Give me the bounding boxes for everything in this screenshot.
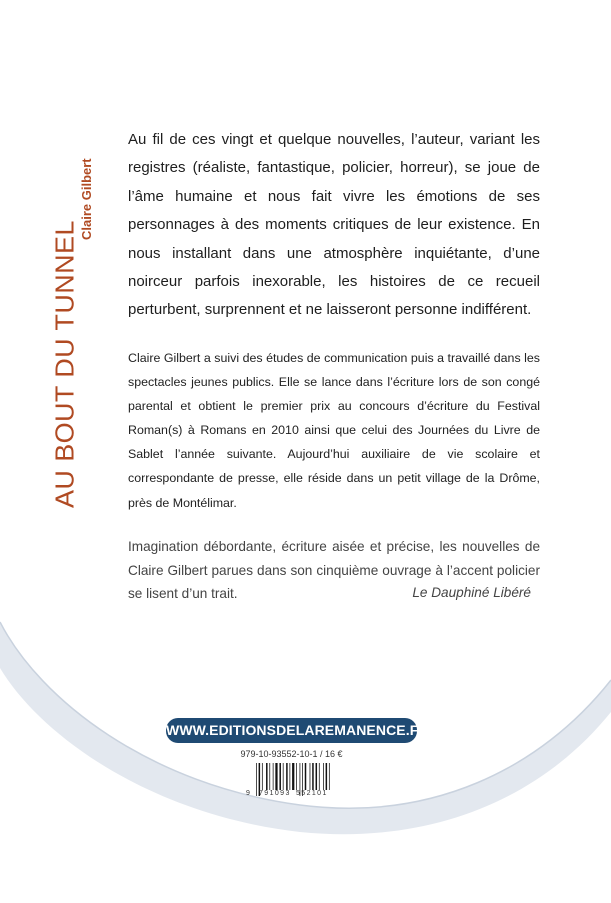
- barcode-bar: [290, 763, 291, 790]
- barcode-bar: [286, 763, 288, 790]
- barcode-bar: [329, 763, 330, 790]
- author-name: Claire Gilbert: [79, 158, 94, 240]
- barcode-bar: [256, 763, 257, 796]
- barcode-bar: [269, 763, 270, 790]
- barcode-bar: [296, 763, 297, 790]
- barcode-bar: [292, 763, 294, 790]
- barcode-bar: [305, 763, 307, 790]
- barcode-bar: [262, 763, 263, 790]
- barcode-bar: [310, 763, 311, 790]
- spine: [50, 158, 94, 508]
- barcode-bar: [326, 763, 328, 790]
- barcode-bar: [266, 763, 268, 790]
- blurb-paragraph: Au fil de ces vingt et quelque nouvelles, l’auteur, variant les registres (réaliste, fantastique, policier, horreur), se joue de l’âme humaine et nous fait vivre les émotions de ses personnages à des moments critiques de leur existence. En nous installant dans une atmosphère inquiétante, d’une noirceur parfois inexorable, les histoires de ce recueil perturbent, surprennent et ne laisseront personne indifférent.: [128, 131, 540, 319]
- press-source: Le Dauphiné Libéré: [412, 585, 531, 600]
- barcode-bar: [312, 763, 314, 790]
- isbn-price: 979-10-93552-10-1 / 16 €: [240, 749, 343, 759]
- barcode-group-1: 791093: [259, 790, 291, 797]
- barcode-bar: [319, 763, 320, 790]
- author-bio: Claire Gilbert a suivi des études de communication puis a travaillé dans les spectacles jeunes publics. Elle se lance dans l’écriture lors de son congé parental et obtient le premier prix au concours d’écriture du Festival Roman(s) à Romans en 2010 ainsi que celui des Journées du Livre de Sablet l’année suivante. Aujourd’hui auxiliaire de vie scolaire et correspondante de presse, elle réside dans un petit village de la Drôme, près de Montélimar.: [128, 351, 540, 510]
- barcode-bar: [283, 763, 284, 790]
- barcode-first-digit: 9: [246, 790, 250, 797]
- book-title: AU BOUT DU TUNNEL: [50, 220, 80, 508]
- barcode-bar: [273, 763, 274, 790]
- barcode-bar: [316, 763, 318, 790]
- barcode-group-2: 552101: [296, 790, 328, 797]
- barcode-bar: [279, 763, 281, 790]
- barcode-bar: [323, 763, 324, 790]
- publisher-website: WWW.EDITIONSDELAREMANENCE.FR: [166, 718, 417, 743]
- barcode-bar: [275, 763, 277, 790]
- press-quote: Imagination débordante, écriture aisée et précise, les nouvelles de Claire Gilbert parues dans son cinquième ouvrage à l’accent policier se lisent d’un trait.: [128, 539, 540, 602]
